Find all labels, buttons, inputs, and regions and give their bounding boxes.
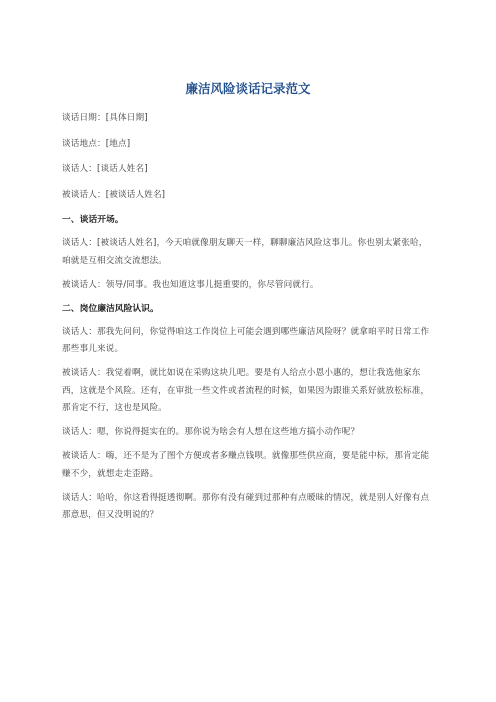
document-title: 廉洁风险谈话记录范文 [185,81,311,96]
meta-interviewee: 被谈话人：[被谈话人姓名] [62,189,166,200]
document-page [62,80,434,531]
dialogue-paragraph: 被谈话人：嗨，还不是为了图个方便或者多赚点钱呗。就像那些供应商，要是能中标，那肯定能赚不少，就想走走歪路。 [62,451,430,479]
meta-location: 谈话地点：[地点] [62,138,131,149]
meta-date: 谈话日期：[具体日期] [62,113,148,123]
dialogue-paragraph: 谈话人：哈哈，你这看得挺透彻啊。那你有没有碰到过那种有点暧昧的情况，就是别人好像有点那意思，但又没明说的？ [62,492,430,520]
meta-interviewer: 谈话人：[谈话人姓名] [62,164,148,174]
dialogue-paragraph: 被谈话人：我觉着啊，就比如说在采购这块儿吧。要是有人给点小恩小惠的，想让我选他家东西，这就是个风险。还有，在审批一些文件或者流程的时候，如果因为跟谁关系好就放松标准，那肯定不行，这也是风险。 [62,368,430,413]
dialogue-paragraph: 谈话人：那我先问问，你觉得咱这工作岗位上可能会遇到哪些廉洁风险呀？就拿咱平时日常工作那些事儿来说。 [62,326,430,354]
dialogue-paragraph: 谈话人：[被谈话人姓名]，今天咱就像朋友聊天一样，聊聊廉洁风险这事儿。你也别太紧张哈，咱就是互相交流交流想法。 [62,238,428,266]
dialogue-paragraph: 谈话人：嗯，你说得挺实在的。那你说为啥会有人想在这些地方搞小动作呢？ [62,427,360,437]
section-heading-opening: 一、谈话开场。 [62,215,124,225]
dialogue-paragraph: 被谈话人：领导/同事。我也知道这事儿挺重要的，你尽管问就行。 [62,279,319,290]
section-heading-risk-awareness: 二、岗位廉洁风险认识。 [62,303,159,314]
